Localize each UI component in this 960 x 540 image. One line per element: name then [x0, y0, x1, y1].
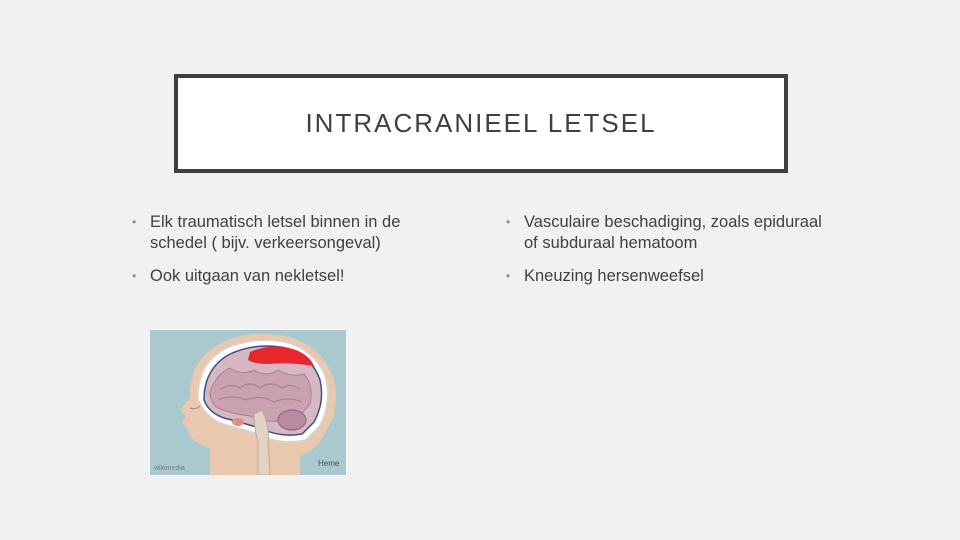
title-box: [174, 74, 788, 173]
bullet-icon: •: [132, 269, 137, 283]
right-bullet-list: [506, 212, 826, 299]
bullet-text: Elk traumatisch letsel binnen in de schedel ( bijv. verkeersongeval): [150, 213, 401, 252]
bullet-icon: •: [506, 269, 511, 283]
list-item: [506, 212, 826, 254]
slide-title: INTRACRANIEEL LETSEL: [305, 108, 657, 138]
head-cross-section-image: [150, 330, 346, 475]
watermark-left: wikimedia: [154, 465, 185, 472]
left-bullet-list: [132, 212, 452, 299]
bullet-icon: •: [506, 215, 511, 229]
list-item: [506, 266, 826, 287]
bullet-icon: •: [132, 215, 137, 229]
bullet-text: Vasculaire beschadiging, zoals epiduraal of subduraal hematoom: [524, 213, 822, 252]
bullet-text: Ook uitgaan van nekletsel!: [150, 267, 345, 285]
brain-hematoma-illustration: [150, 330, 346, 475]
watermark-right: Heme: [318, 459, 340, 468]
list-item: [132, 212, 452, 254]
list-item: [132, 266, 452, 287]
bullet-text: Kneuzing hersenweefsel: [524, 267, 704, 285]
